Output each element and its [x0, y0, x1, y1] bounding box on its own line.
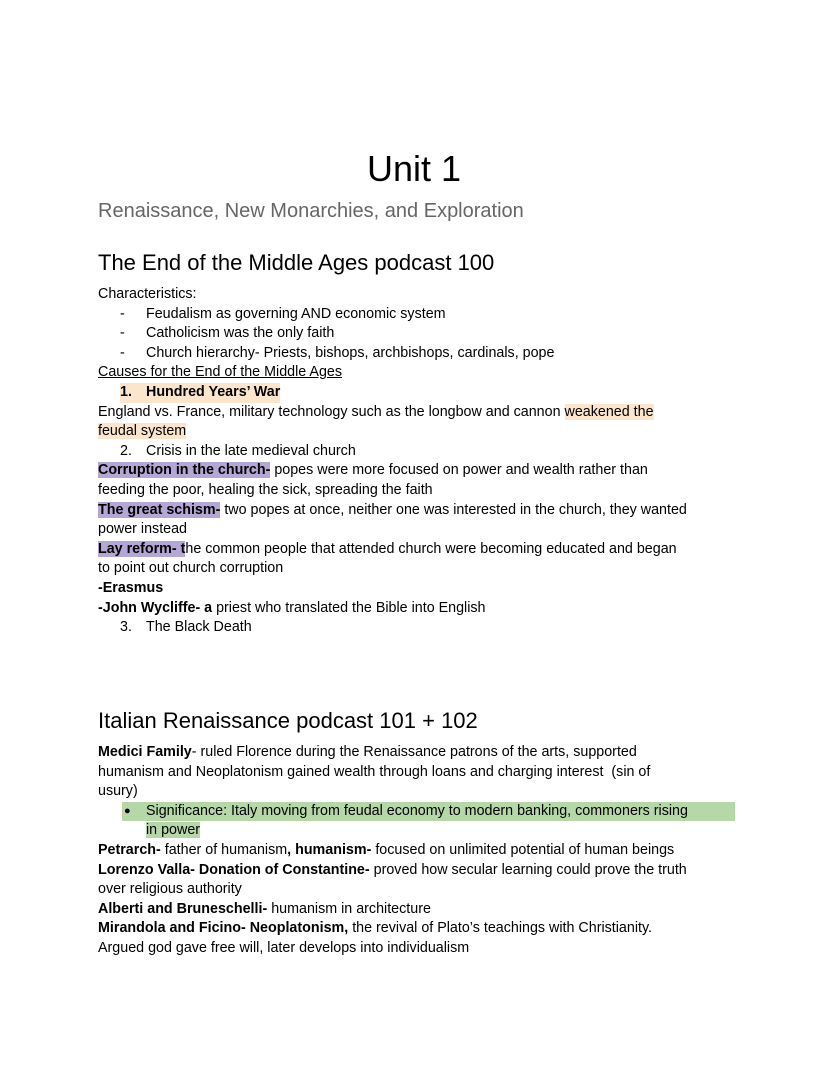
- paragraph-line: [98, 919, 723, 939]
- text: he common people that attended church were becoming educated and began: [185, 540, 677, 557]
- list-number: 3.: [120, 619, 132, 636]
- paragraph-line: humanism and Neoplatonism gained wealth through loans and charging interest (sin of: [98, 763, 651, 780]
- paragraph-line: [98, 841, 723, 861]
- significance-bullet: [98, 802, 723, 822]
- causes-heading: [98, 363, 723, 383]
- cause-1-highlight: [120, 383, 280, 403]
- significance-text: Significance: Italy moving from feudal economy to modern banking, commoners rising: [146, 802, 688, 819]
- paragraph-line: [98, 599, 723, 619]
- list-number: 2.: [120, 442, 132, 459]
- term: -John Wycliffe- a: [98, 599, 213, 616]
- section-italian-renaissance: [98, 743, 723, 959]
- bullet-marker: ●: [124, 804, 131, 817]
- cause-1: [98, 383, 723, 403]
- list-item-text: Feudalism as governing AND economic system: [146, 305, 446, 322]
- list-item: [98, 344, 723, 364]
- highlighted-text: weakened the: [564, 403, 654, 420]
- paragraph-line: usury): [98, 783, 138, 800]
- cause-3-text: The Black Death: [146, 619, 252, 636]
- text: proved how secular learning could prove the truth: [369, 861, 687, 878]
- paragraph-line: [98, 461, 723, 481]
- cause-2: [98, 442, 723, 462]
- dash-marker: -: [120, 305, 125, 322]
- text: the revival of Plato’s teachings with Christianity.: [348, 920, 653, 937]
- list-item-text: Catholicism was the only faith: [146, 325, 335, 342]
- cause-3: [98, 618, 723, 638]
- term-highlight: Lay reform- t: [98, 540, 186, 557]
- paragraph-line: power instead: [98, 521, 188, 538]
- section-middle-ages: [98, 285, 723, 638]
- text: - ruled Florence during the Renaissance patrons of the arts, supported: [191, 744, 637, 760]
- term-highlight: Corruption in the church-: [98, 462, 271, 479]
- paragraph-line: over religious authority: [98, 881, 242, 898]
- paragraph-line: [98, 743, 723, 763]
- heading-italian-renaissance: Italian Renaissance podcast 101 + 102: [98, 708, 478, 733]
- cause-2-text: Crisis in the late medieval church: [146, 442, 356, 459]
- term: Mirandola and Ficino- Neoplatonism,: [98, 920, 349, 937]
- highlighted-text: feudal system: [98, 423, 187, 440]
- heading-middle-ages: The End of the Middle Ages podcast 100: [98, 250, 495, 275]
- term: Lorenzo Valla- Donation of Constantine-: [98, 861, 370, 878]
- document-title: Unit 1: [366, 148, 462, 189]
- term-highlight: The great schism-: [98, 501, 221, 518]
- paragraph-line: to point out church corruption: [98, 560, 284, 577]
- text: father of humanism: [160, 841, 288, 858]
- paragraph-line: [98, 861, 723, 881]
- text: England vs. France, military technology such as the longbow and cannon: [98, 403, 565, 420]
- text: humanism in architecture: [267, 900, 431, 917]
- paragraph-line: [98, 501, 723, 521]
- dash-marker: -: [120, 325, 125, 342]
- paragraph-line: -Erasmus: [98, 579, 164, 596]
- list-item: [98, 305, 723, 325]
- term: , humanism-: [287, 841, 372, 858]
- characteristics-label: Characteristics:: [98, 286, 197, 302]
- significance-bullet-cont: [98, 821, 723, 841]
- text: popes were more focused on power and wealth rather than: [270, 462, 648, 479]
- paragraph-line: [98, 900, 723, 920]
- list-item: [98, 324, 723, 344]
- term: Petrarch-: [98, 841, 161, 858]
- paragraph-line: Argued god gave free will, later develops into individualism: [98, 939, 470, 956]
- text: two popes at once, neither one was interested in the church, they wanted: [220, 501, 687, 518]
- dash-marker: -: [120, 344, 125, 361]
- paragraph-line: feeding the poor, healing the sick, spreading the faith: [98, 481, 433, 498]
- list-number: 1.: [120, 383, 132, 400]
- paragraph-line: [98, 540, 723, 560]
- paragraph-line: [98, 403, 723, 423]
- causes-text: Causes for the End of the Middle Ages: [98, 364, 342, 381]
- list-item-text: Church hierarchy- Priests, bishops, archbishops, cardinals, pope: [146, 344, 555, 361]
- text: priest who translated the Bible into English: [212, 599, 486, 616]
- cause-1-text: Hundred Years’ War: [146, 383, 281, 400]
- significance-text: in power: [146, 822, 201, 839]
- paragraph-line: [98, 422, 723, 442]
- term: Alberti and Bruneschelli-: [98, 900, 268, 917]
- document-subtitle: Renaissance, New Monarchies, and Exploration: [98, 200, 524, 222]
- term: Medici Family: [98, 744, 192, 760]
- text: focused on unlimited potential of human beings: [371, 841, 675, 858]
